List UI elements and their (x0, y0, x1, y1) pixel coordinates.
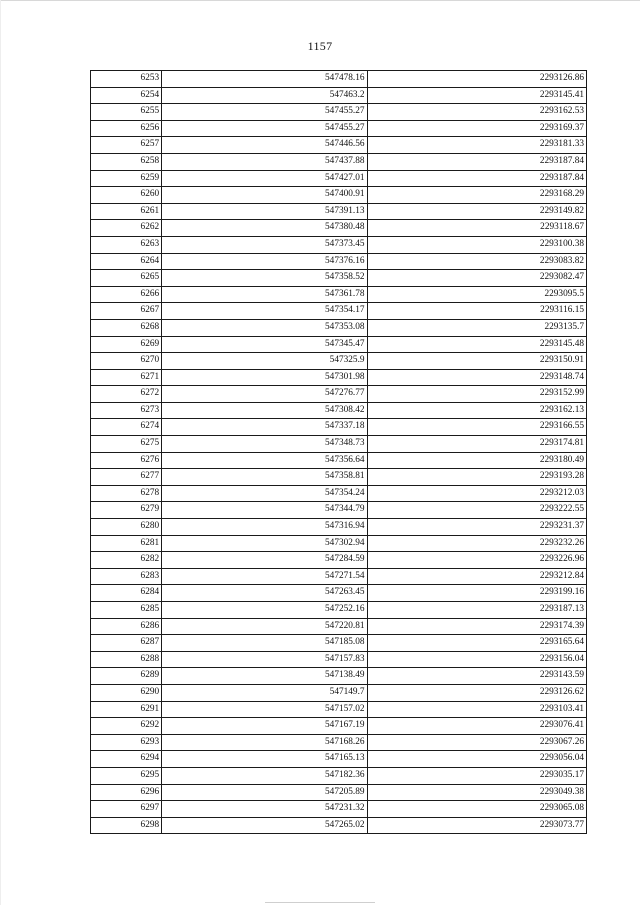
y-coordinate-cell: 2293199.16 (367, 585, 586, 602)
y-coordinate-cell: 2293143.59 (367, 668, 586, 685)
x-coordinate-cell: 547427.01 (162, 170, 367, 187)
table-row (91, 784, 587, 801)
y-coordinate-cell: 2293100.38 (367, 236, 586, 253)
x-coordinate-cell: 547231.32 (162, 801, 367, 818)
y-coordinate-cell: 2293212.03 (367, 485, 586, 502)
y-coordinate-cell: 2293156.04 (367, 651, 586, 668)
coordinates-table (90, 70, 587, 834)
x-coordinate-cell: 547373.45 (162, 236, 367, 253)
table-row (91, 651, 587, 668)
point-id-cell: 6276 (91, 452, 162, 469)
point-id-cell: 6285 (91, 602, 162, 619)
y-coordinate-cell: 2293226.96 (367, 552, 586, 569)
y-coordinate-cell: 2293165.64 (367, 635, 586, 652)
point-id-cell: 6281 (91, 535, 162, 552)
point-id-cell: 6271 (91, 369, 162, 386)
table-row (91, 602, 587, 619)
point-id-cell: 6293 (91, 734, 162, 751)
table-row (91, 817, 587, 834)
x-coordinate-cell: 547463.2 (162, 87, 367, 104)
y-coordinate-cell: 2293103.41 (367, 701, 586, 718)
point-id-cell: 6275 (91, 436, 162, 453)
point-id-cell: 6270 (91, 353, 162, 370)
point-id-cell: 6264 (91, 253, 162, 270)
x-coordinate-cell: 547276.77 (162, 386, 367, 403)
table-row (91, 87, 587, 104)
x-coordinate-cell: 547354.17 (162, 303, 367, 320)
y-coordinate-cell: 2293180.49 (367, 452, 586, 469)
x-coordinate-cell: 547376.16 (162, 253, 367, 270)
y-coordinate-cell: 2293145.41 (367, 87, 586, 104)
point-id-cell: 6253 (91, 71, 162, 88)
point-id-cell: 6265 (91, 270, 162, 287)
point-id-cell: 6283 (91, 568, 162, 585)
table-row (91, 519, 587, 536)
x-coordinate-cell: 547265.02 (162, 817, 367, 834)
y-coordinate-cell: 2293145.48 (367, 336, 586, 353)
point-id-cell: 6259 (91, 170, 162, 187)
x-coordinate-cell: 547316.94 (162, 519, 367, 536)
point-id-cell: 6278 (91, 485, 162, 502)
y-coordinate-cell: 2293035.17 (367, 767, 586, 784)
point-id-cell: 6261 (91, 203, 162, 220)
table-row (91, 120, 587, 137)
table-row (91, 220, 587, 237)
y-coordinate-cell: 2293116.15 (367, 303, 586, 320)
y-coordinate-cell: 2293193.28 (367, 469, 586, 486)
x-coordinate-cell: 547344.79 (162, 502, 367, 519)
left-edge-shadow (0, 0, 1, 905)
page-number: 1157 (307, 39, 333, 53)
point-id-cell: 6291 (91, 701, 162, 718)
x-coordinate-cell: 547182.36 (162, 767, 367, 784)
point-id-cell: 6295 (91, 767, 162, 784)
x-coordinate-cell: 547358.52 (162, 270, 367, 287)
table-row (91, 386, 587, 403)
point-id-cell: 6292 (91, 718, 162, 735)
y-coordinate-cell: 2293073.77 (367, 817, 586, 834)
x-coordinate-cell: 547455.27 (162, 104, 367, 121)
table-row (91, 137, 587, 154)
table-row (91, 270, 587, 287)
y-coordinate-cell: 2293118.67 (367, 220, 586, 237)
point-id-cell: 6277 (91, 469, 162, 486)
y-coordinate-cell: 2293056.04 (367, 751, 586, 768)
x-coordinate-cell: 547437.88 (162, 153, 367, 170)
y-coordinate-cell: 2293232.26 (367, 535, 586, 552)
point-id-cell: 6290 (91, 684, 162, 701)
table-row (91, 236, 587, 253)
table-row (91, 568, 587, 585)
table-row (91, 319, 587, 336)
point-id-cell: 6257 (91, 137, 162, 154)
point-id-cell: 6256 (91, 120, 162, 137)
x-coordinate-cell: 547220.81 (162, 618, 367, 635)
y-coordinate-cell: 2293222.55 (367, 502, 586, 519)
point-id-cell: 6286 (91, 618, 162, 635)
table-row (91, 767, 587, 784)
y-coordinate-cell: 2293181.33 (367, 137, 586, 154)
y-coordinate-cell: 2293187.13 (367, 602, 586, 619)
coordinates-table-body (91, 71, 587, 834)
table-row (91, 203, 587, 220)
point-id-cell: 6266 (91, 286, 162, 303)
point-id-cell: 6269 (91, 336, 162, 353)
y-coordinate-cell: 2293212.84 (367, 568, 586, 585)
y-coordinate-cell: 2293168.29 (367, 187, 586, 204)
table-row (91, 718, 587, 735)
x-coordinate-cell: 547271.54 (162, 568, 367, 585)
y-coordinate-cell: 2293149.82 (367, 203, 586, 220)
point-id-cell: 6272 (91, 386, 162, 403)
y-coordinate-cell: 2293095.5 (367, 286, 586, 303)
y-coordinate-cell: 2293152.99 (367, 386, 586, 403)
y-coordinate-cell: 2293174.81 (367, 436, 586, 453)
point-id-cell: 6289 (91, 668, 162, 685)
table-row (91, 552, 587, 569)
table-row (91, 684, 587, 701)
table-row (91, 535, 587, 552)
y-coordinate-cell: 2293166.55 (367, 419, 586, 436)
y-coordinate-cell: 2293162.53 (367, 104, 586, 121)
x-coordinate-cell: 547301.98 (162, 369, 367, 386)
table-row (91, 618, 587, 635)
point-id-cell: 6294 (91, 751, 162, 768)
table-row (91, 369, 587, 386)
table-row (91, 751, 587, 768)
x-coordinate-cell: 547149.7 (162, 684, 367, 701)
x-coordinate-cell: 547138.49 (162, 668, 367, 685)
y-coordinate-cell: 2293169.37 (367, 120, 586, 137)
point-id-cell: 6262 (91, 220, 162, 237)
table-row (91, 71, 587, 88)
x-coordinate-cell: 547308.42 (162, 402, 367, 419)
y-coordinate-cell: 2293187.84 (367, 170, 586, 187)
table-row (91, 469, 587, 486)
table-row (91, 336, 587, 353)
y-coordinate-cell: 2293083.82 (367, 253, 586, 270)
table-row (91, 402, 587, 419)
y-coordinate-cell: 2293082.47 (367, 270, 586, 287)
table-row (91, 187, 587, 204)
table-row (91, 303, 587, 320)
point-id-cell: 6280 (91, 519, 162, 536)
table-row (91, 585, 587, 602)
point-id-cell: 6258 (91, 153, 162, 170)
x-coordinate-cell: 547252.16 (162, 602, 367, 619)
point-id-cell: 6296 (91, 784, 162, 801)
table-row (91, 353, 587, 370)
table-row (91, 801, 587, 818)
table-row (91, 253, 587, 270)
point-id-cell: 6255 (91, 104, 162, 121)
x-coordinate-cell: 547345.47 (162, 336, 367, 353)
x-coordinate-cell: 547185.08 (162, 635, 367, 652)
x-coordinate-cell: 547446.56 (162, 137, 367, 154)
y-coordinate-cell: 2293067.26 (367, 734, 586, 751)
point-id-cell: 6254 (91, 87, 162, 104)
table-row (91, 153, 587, 170)
y-coordinate-cell: 2293135.7 (367, 319, 586, 336)
table-row (91, 170, 587, 187)
table-row (91, 485, 587, 502)
x-coordinate-cell: 547263.45 (162, 585, 367, 602)
point-id-cell: 6268 (91, 319, 162, 336)
x-coordinate-cell: 547358.81 (162, 469, 367, 486)
x-coordinate-cell: 547361.78 (162, 286, 367, 303)
x-coordinate-cell: 547302.94 (162, 535, 367, 552)
x-coordinate-cell: 547284.59 (162, 552, 367, 569)
table-row (91, 419, 587, 436)
table-row (91, 436, 587, 453)
point-id-cell: 6282 (91, 552, 162, 569)
point-id-cell: 6297 (91, 801, 162, 818)
table-row (91, 668, 587, 685)
y-coordinate-cell: 2293150.91 (367, 353, 586, 370)
point-id-cell: 6284 (91, 585, 162, 602)
x-coordinate-cell: 547354.24 (162, 485, 367, 502)
x-coordinate-cell: 547165.13 (162, 751, 367, 768)
point-id-cell: 6267 (91, 303, 162, 320)
x-coordinate-cell: 547157.83 (162, 651, 367, 668)
y-coordinate-cell: 2293126.62 (367, 684, 586, 701)
y-coordinate-cell: 2293126.86 (367, 71, 586, 88)
table-row (91, 286, 587, 303)
table-row (91, 635, 587, 652)
y-coordinate-cell: 2293148.74 (367, 369, 586, 386)
table-row (91, 452, 587, 469)
top-edge-rule (0, 0, 640, 1)
x-coordinate-cell: 547455.27 (162, 120, 367, 137)
table-row (91, 701, 587, 718)
y-coordinate-cell: 2293065.08 (367, 801, 586, 818)
x-coordinate-cell: 547478.16 (162, 71, 367, 88)
x-coordinate-cell: 547167.19 (162, 718, 367, 735)
point-id-cell: 6274 (91, 419, 162, 436)
bottom-edge-rule (265, 902, 375, 903)
point-id-cell: 6279 (91, 502, 162, 519)
x-coordinate-cell: 547348.73 (162, 436, 367, 453)
point-id-cell: 6273 (91, 402, 162, 419)
x-coordinate-cell: 547325.9 (162, 353, 367, 370)
point-id-cell: 6298 (91, 817, 162, 834)
x-coordinate-cell: 547391.13 (162, 203, 367, 220)
x-coordinate-cell: 547205.89 (162, 784, 367, 801)
point-id-cell: 6263 (91, 236, 162, 253)
x-coordinate-cell: 547157.02 (162, 701, 367, 718)
y-coordinate-cell: 2293187.84 (367, 153, 586, 170)
table-row (91, 734, 587, 751)
point-id-cell: 6288 (91, 651, 162, 668)
y-coordinate-cell: 2293049.38 (367, 784, 586, 801)
y-coordinate-cell: 2293162.13 (367, 402, 586, 419)
table-row (91, 104, 587, 121)
y-coordinate-cell: 2293174.39 (367, 618, 586, 635)
point-id-cell: 6287 (91, 635, 162, 652)
table-row (91, 502, 587, 519)
y-coordinate-cell: 2293231.37 (367, 519, 586, 536)
x-coordinate-cell: 547353.08 (162, 319, 367, 336)
x-coordinate-cell: 547337.18 (162, 419, 367, 436)
x-coordinate-cell: 547356.64 (162, 452, 367, 469)
x-coordinate-cell: 547168.26 (162, 734, 367, 751)
x-coordinate-cell: 547400.91 (162, 187, 367, 204)
point-id-cell: 6260 (91, 187, 162, 204)
y-coordinate-cell: 2293076.41 (367, 718, 586, 735)
x-coordinate-cell: 547380.48 (162, 220, 367, 237)
